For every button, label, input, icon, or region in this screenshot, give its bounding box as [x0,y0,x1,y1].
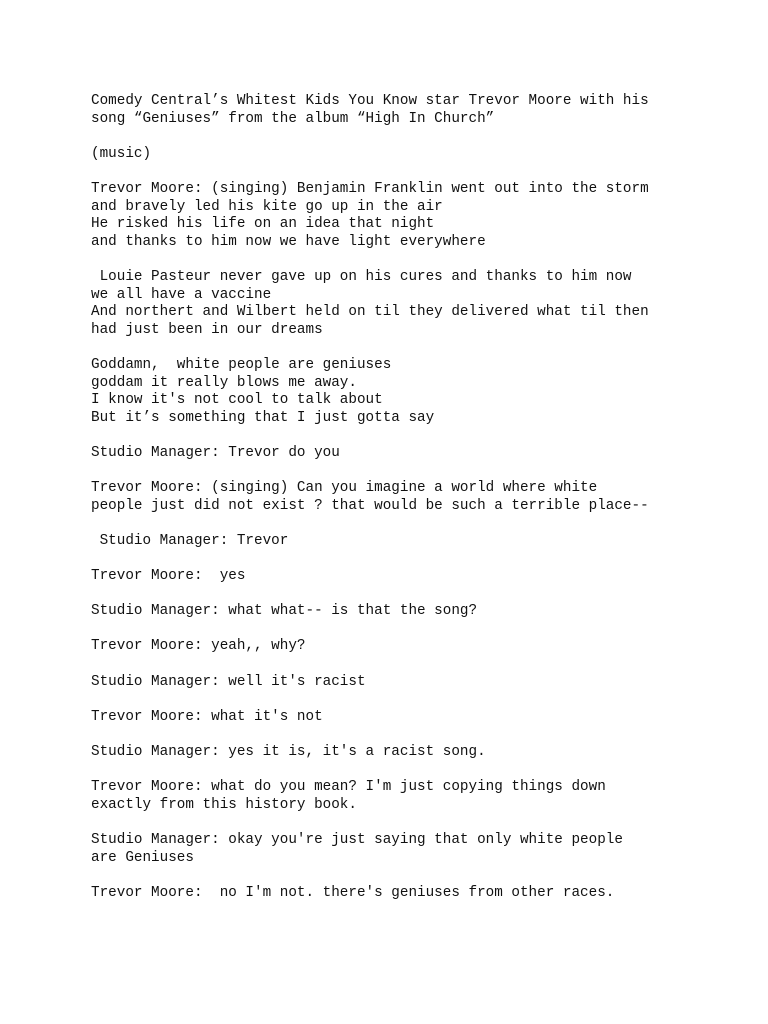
transcript-paragraph [91,709,701,727]
transcript-line: Louie Pasteur never gave up on his cures and thanks to him now [91,268,632,285]
transcript-paragraph [91,603,701,621]
transcript-line: Trevor Moore: yeah,, why? [91,638,306,655]
transcript-line: Studio Manager: well it's racist [91,673,366,690]
transcript-line: Studio Manager: what what-- is that the song? [91,603,478,620]
transcript-line: But it’s something that I just gotta say [91,409,435,426]
transcript-line: people just did not exist ? that would be such a terrible place-- [91,497,649,514]
transcript-line: goddam it really blows me away. [91,374,357,391]
transcript-line: and bravely led his kite go up in the air [91,198,443,215]
transcript-line: I know it's not cool to talk about [91,392,383,409]
transcript-line: Goddamn, white people are geniuses [91,356,392,373]
transcript-line: He risked his life on an idea that night [91,216,435,233]
transcript-line: Trevor Moore: (singing) Benjamin Franklin went out into the storm [91,180,649,197]
transcript-line: are Geniuses [91,849,194,866]
transcript-line: And northert and Wilbert held on til they delivered what til then [91,304,649,321]
transcript-line: Trevor Moore: what do you mean? I'm just copying things down [91,779,606,796]
transcript-paragraph [91,779,701,814]
transcript-paragraph [91,269,701,339]
transcript-paragraph [91,744,701,762]
transcript-line: Trevor Moore: what it's not [91,708,323,725]
transcript-paragraph [91,568,701,586]
transcript-paragraph [91,885,701,903]
transcript-line: exactly from this history book. [91,796,357,813]
transcript-paragraph [91,533,701,551]
transcript-text [91,93,701,920]
transcript-paragraph [91,638,701,656]
transcript-line: we all have a vaccine [91,286,272,303]
transcript-paragraph [91,146,701,164]
transcript-line: Studio Manager: Trevor [91,532,289,549]
transcript-line: Studio Manager: okay you're just saying that only white people [91,831,623,848]
transcript-paragraph [91,93,701,128]
transcript-line: had just been in our dreams [91,321,323,338]
transcript-line: Comedy Central’s Whitest Kids You Know star Trevor Moore with his [91,93,649,109]
transcript-line: Studio Manager: yes it is, it's a racist song. [91,743,486,760]
transcript-paragraph [91,674,701,692]
transcript-line: song “Geniuses” from the album “High In Church” [91,110,495,127]
transcript-paragraph [91,181,701,251]
transcript-paragraph [91,832,701,867]
transcript-line: (music) [91,145,152,162]
transcript-line: and thanks to him now we have light everywhere [91,233,486,250]
transcript-line: Trevor Moore: (singing) Can you imagine a world where white [91,480,598,497]
transcript-line: Trevor Moore: no I'm not. there's geniuses from other races. [91,884,615,901]
transcript-paragraph [91,357,701,427]
transcript-paragraph [91,480,701,515]
transcript-line: Trevor Moore: yes [91,568,246,585]
transcript-line: Studio Manager: Trevor do you [91,444,340,461]
transcript-paragraph [91,445,701,463]
